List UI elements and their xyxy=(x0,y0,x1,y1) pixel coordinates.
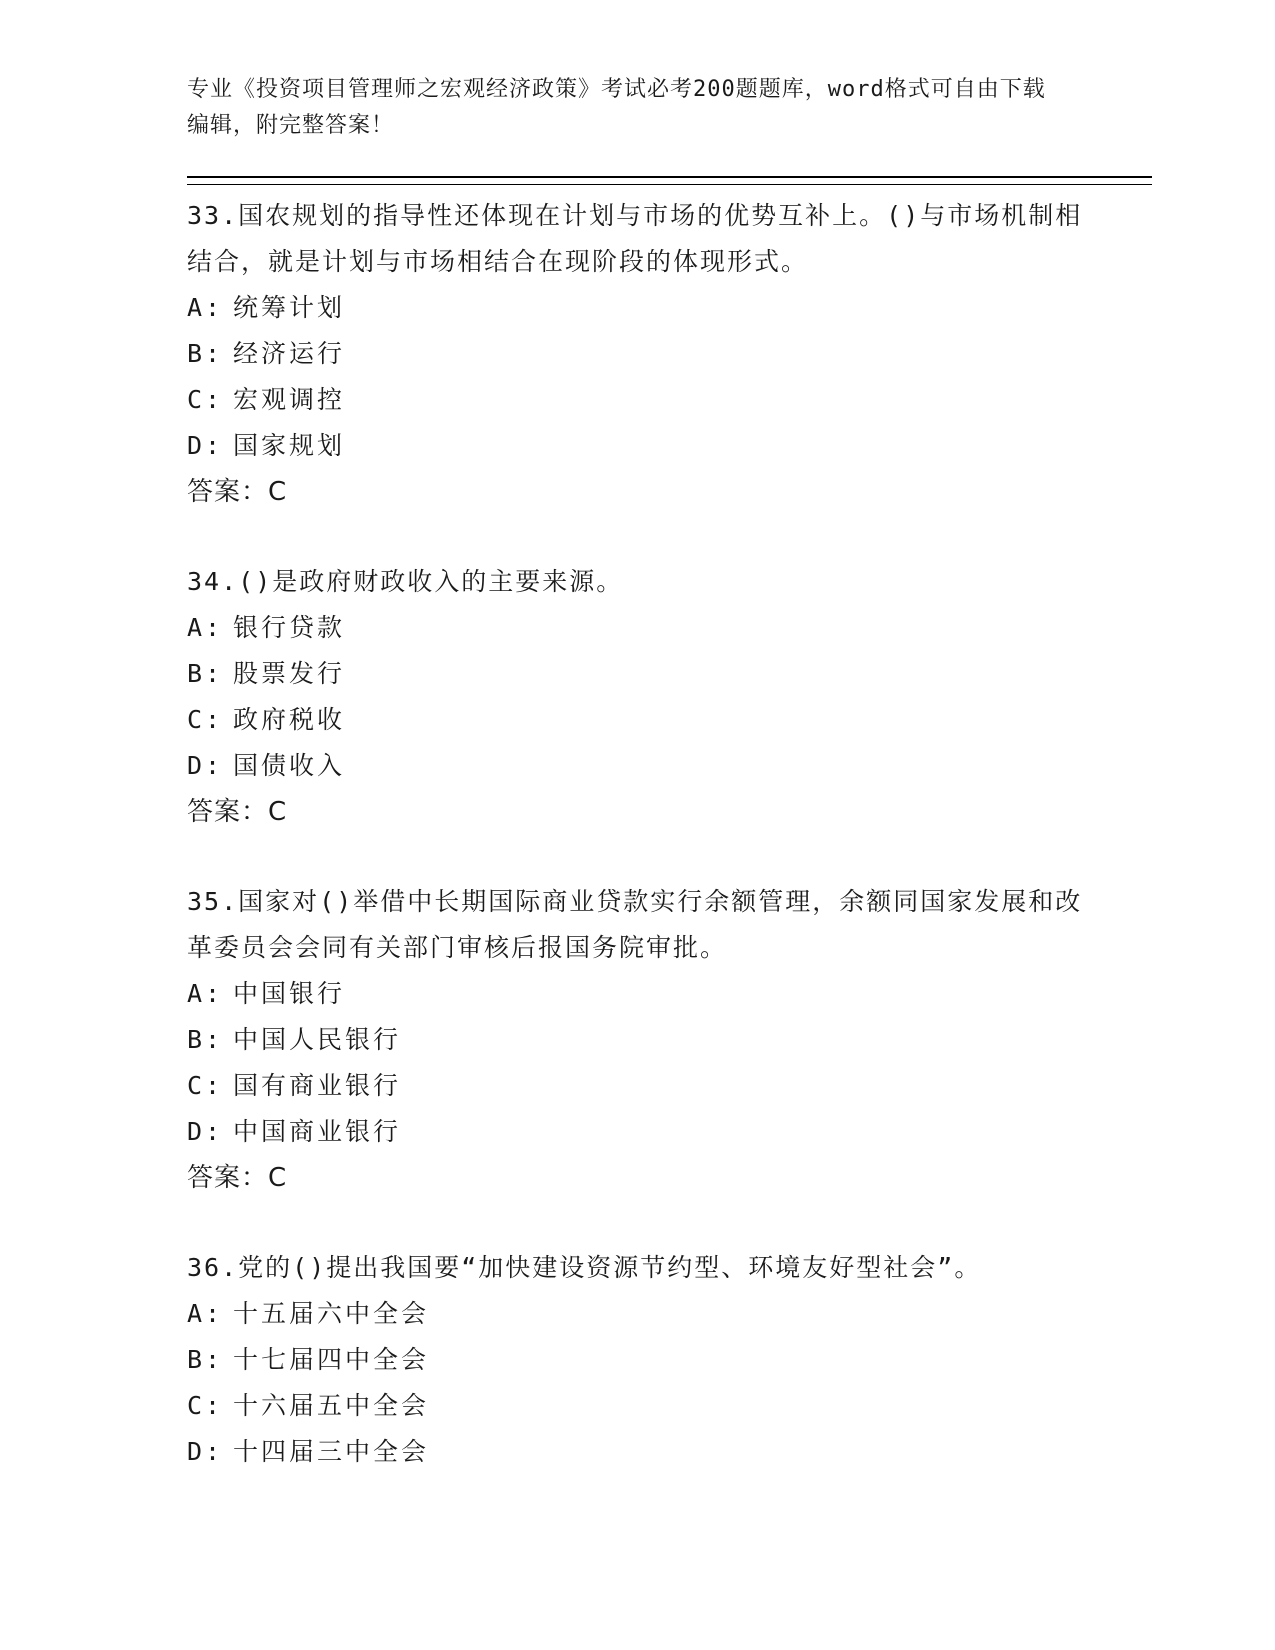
option-a xyxy=(187,971,1147,1017)
option-text: 中国商业银行 xyxy=(233,1117,402,1146)
option-c xyxy=(187,697,1147,743)
option-text: 统筹计划 xyxy=(233,293,346,322)
option-text: 国有商业银行 xyxy=(233,1071,402,1100)
option-text: 政府税收 xyxy=(233,705,346,734)
answer-line: 答案：C xyxy=(187,1163,288,1193)
option-a xyxy=(187,1291,1147,1337)
option-d xyxy=(187,743,1147,789)
option-b xyxy=(187,1017,1147,1063)
option-text: 中国人民银行 xyxy=(233,1025,402,1054)
option-text: 股票发行 xyxy=(233,659,346,688)
option-letter: B: xyxy=(187,1345,224,1374)
option-letter: D: xyxy=(187,431,224,460)
document-page xyxy=(187,72,1147,1475)
option-d xyxy=(187,1429,1147,1475)
option-a xyxy=(187,285,1147,331)
answer-line: 答案：C xyxy=(187,797,288,827)
answer-line: 答案：C xyxy=(187,477,288,507)
question-text: 36.党的()提出我国要“加快建设资源节约型、环境友好型社会”。 xyxy=(187,1253,982,1282)
option-text: 经济运行 xyxy=(233,339,346,368)
document-header: 专业《投资项目管理师之宏观经济政策》考试必考200题题库，word格式可自由下载编辑，附完整答案！ xyxy=(187,77,1046,138)
option-text: 宏观调控 xyxy=(233,385,346,414)
question-34 xyxy=(187,559,1147,835)
option-letter: A: xyxy=(187,613,224,642)
option-b xyxy=(187,1337,1147,1383)
option-letter: A: xyxy=(187,1299,224,1328)
option-letter: C: xyxy=(187,705,224,734)
option-text: 银行贷款 xyxy=(233,613,346,642)
header-divider xyxy=(187,176,1152,185)
option-letter: A: xyxy=(187,293,224,322)
option-letter: B: xyxy=(187,1025,224,1054)
option-letter: C: xyxy=(187,1071,224,1100)
question-33 xyxy=(187,193,1147,515)
question-36 xyxy=(187,1245,1147,1475)
question-text: 34.()是政府财政收入的主要来源。 xyxy=(187,567,624,596)
option-c xyxy=(187,377,1147,423)
option-c xyxy=(187,1383,1147,1429)
option-d xyxy=(187,423,1147,469)
question-35 xyxy=(187,879,1147,1201)
option-text: 十四届三中全会 xyxy=(233,1437,430,1466)
option-letter: A: xyxy=(187,979,224,1008)
option-text: 十六届五中全会 xyxy=(233,1391,430,1420)
option-letter: D: xyxy=(187,1437,224,1466)
option-text: 国债收入 xyxy=(233,751,346,780)
question-text: 35.国家对()举借中长期国际商业贷款实行余额管理，余额同国家发展和改革委员会会同有关部门审核后报国务院审批。 xyxy=(187,887,1083,962)
option-text: 国家规划 xyxy=(233,431,346,460)
option-letter: D: xyxy=(187,751,224,780)
option-letter: B: xyxy=(187,339,224,368)
option-letter: B: xyxy=(187,659,224,688)
option-letter: C: xyxy=(187,1391,224,1420)
option-text: 十七届四中全会 xyxy=(233,1345,430,1374)
option-letter: D: xyxy=(187,1117,224,1146)
option-text: 中国银行 xyxy=(233,979,346,1008)
question-text: 33.国农规划的指导性还体现在计划与市场的优势互补上。()与市场机制相结合，就是计划与市场相结合在现阶段的体现形式。 xyxy=(187,201,1083,276)
option-a xyxy=(187,605,1147,651)
option-letter: C: xyxy=(187,385,224,414)
option-c xyxy=(187,1063,1147,1109)
option-d xyxy=(187,1109,1147,1155)
option-b xyxy=(187,651,1147,697)
option-text: 十五届六中全会 xyxy=(233,1299,430,1328)
option-b xyxy=(187,331,1147,377)
